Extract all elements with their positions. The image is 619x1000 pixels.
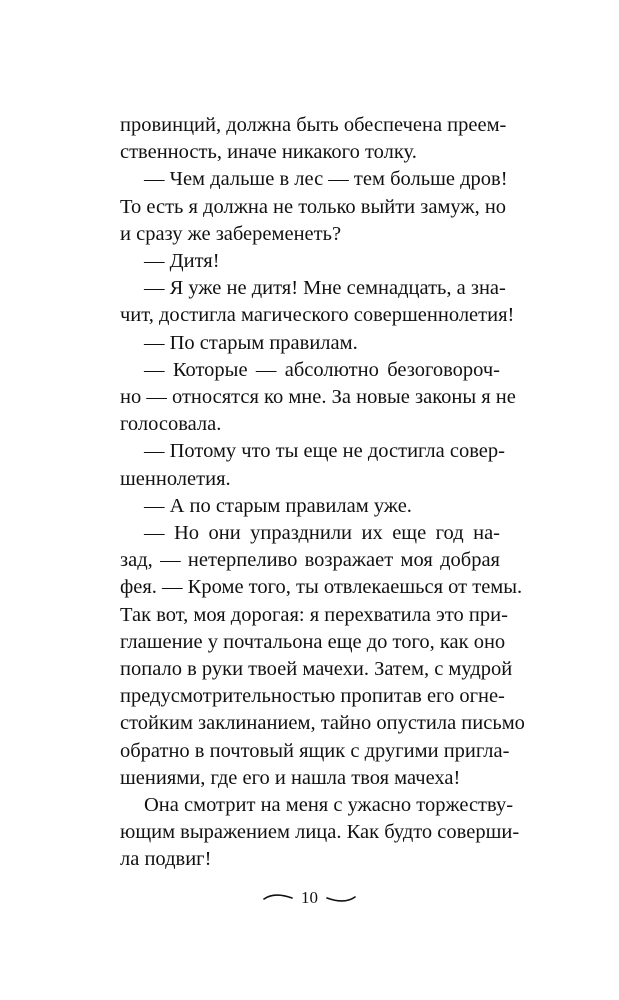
text-line: и сразу же забеременеть? <box>120 222 342 245</box>
text-line: провинций, должна быть обеспечена преем- <box>120 114 507 136</box>
text-line: стойким заклинанием, тайно опустила письмо <box>120 712 525 735</box>
text-line: шениями, где его и нашла твоя мачеха! <box>120 766 461 789</box>
text-line: То есть я должна не только выйти замуж, но <box>120 195 507 218</box>
text-line: — Дитя! <box>144 250 220 273</box>
page-text <box>120 112 525 874</box>
text-line: ющим выражением лица. Как будто соверши- <box>120 821 520 844</box>
text-line: глашение у почтальона еще до того, как оно <box>120 630 506 653</box>
text-line: — Которые — абсолютно безоговороч- <box>144 358 500 381</box>
text-line: — Но они упразднили их еще год на- <box>144 522 500 545</box>
page-footer <box>0 888 619 908</box>
text-line: Она смотрит на меня с ужасно торжеству- <box>144 794 514 817</box>
page-number: 10 <box>301 888 318 907</box>
text-line: попало в руки твоей мачехи. Затем, с мудрой <box>120 658 513 681</box>
text-line: шеннолетия. <box>120 467 231 490</box>
text-line: предусмотрительностью пропитав его огне- <box>120 685 505 708</box>
text-line: фея. — Кроме того, ты отвлекаешься от темы. <box>120 576 523 599</box>
text-line: ла подвиг! <box>120 848 212 871</box>
text-line: обратно в почтовый ящик с другими пригла- <box>120 739 510 762</box>
text-line: Так вот, моя дорогая: я перехватила это при- <box>120 603 508 626</box>
text-line: — Потому что ты еще не достигла совер- <box>144 440 505 463</box>
text-line: — Я уже не дитя! Мне семнадцать, а зна- <box>144 277 506 300</box>
left-swash-ornament <box>263 893 293 903</box>
text-line: но — относятся ко мне. За новые законы я не <box>120 386 516 409</box>
text-line: зад, — нетерпеливо возражает моя добрая <box>120 549 500 572</box>
text-line: — Чем дальше в лес — тем больше дров! <box>144 168 508 191</box>
text-line: — По старым правилам. <box>144 331 358 354</box>
text-line: ственность, иначе никакого толку. <box>120 141 417 164</box>
text-line: голосовала. <box>120 413 222 436</box>
right-swash-ornament <box>326 893 356 903</box>
text-line: — А по старым правилам уже. <box>144 494 412 517</box>
text-line: чит, достигла магического совершеннолетия! <box>120 304 515 327</box>
